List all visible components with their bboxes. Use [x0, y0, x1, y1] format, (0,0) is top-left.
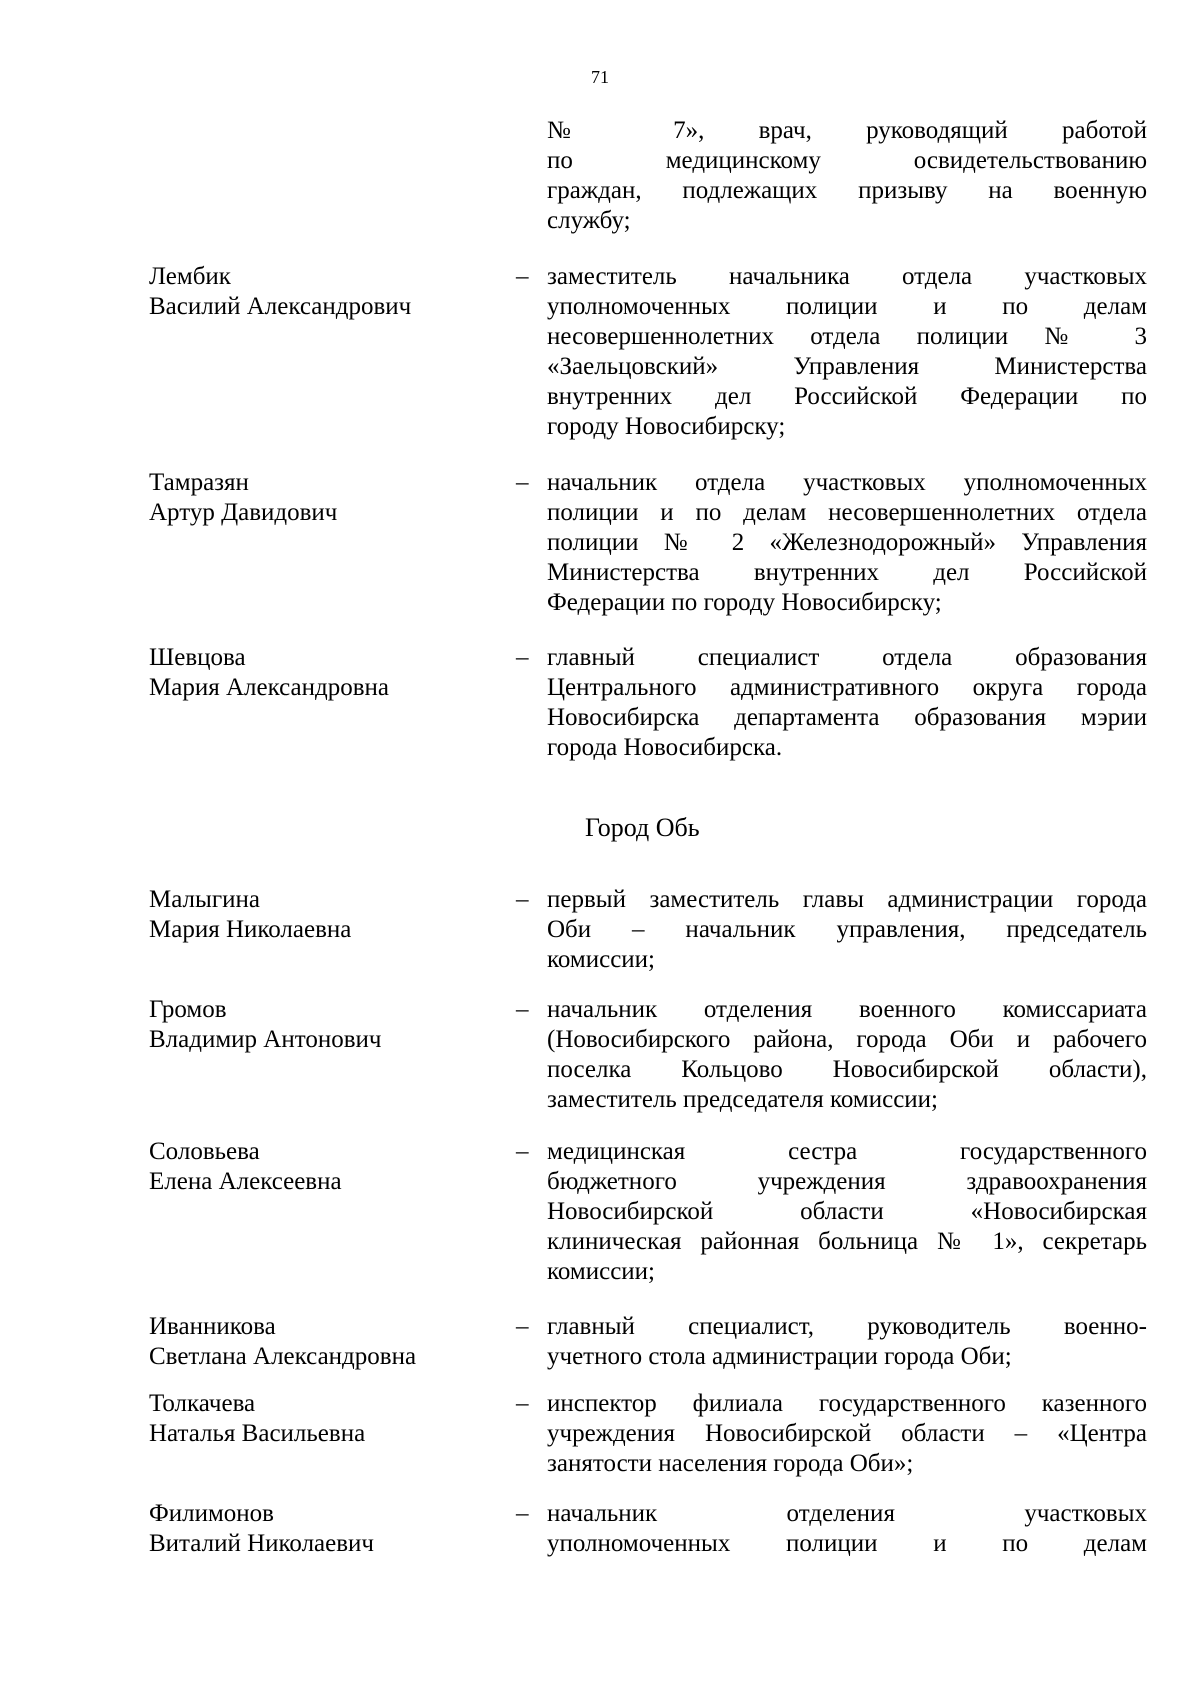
member-name — [149, 262, 489, 322]
member-name — [149, 1499, 489, 1559]
dash-separator: – — [516, 1313, 529, 1340]
desc-line: города Новосибирска. — [547, 734, 783, 761]
desc-line: учетного стола администрации города Оби; — [547, 1343, 1012, 1370]
member-given-names: Светлана Александровна — [149, 1343, 417, 1370]
member-surname: Тамразян — [149, 469, 249, 496]
dash-separator: – — [516, 1500, 529, 1527]
member-given-names: Виталий Николаевич — [149, 1530, 374, 1557]
section-heading: Город Обь — [585, 813, 700, 842]
desc-line: учреждения Новосибирской области – «Центра — [547, 1420, 1147, 1447]
page-number: 71 — [591, 67, 609, 87]
desc-line: инспектор филиала государственного казенного — [547, 1390, 1147, 1417]
desc-line: уполномоченных полиции и по делам — [547, 1530, 1147, 1557]
member-name — [149, 1312, 489, 1372]
desc-line: № 7», врач, руководящий работой — [547, 117, 1147, 144]
desc-line: заместитель начальника отдела участковых — [547, 263, 1147, 290]
desc-line: службу; — [547, 207, 631, 234]
member-position — [547, 1389, 1147, 1479]
member-position — [547, 1312, 1147, 1372]
member-surname: Соловьева — [149, 1138, 260, 1165]
member-given-names: Артур Давидович — [149, 499, 338, 526]
member-surname: Филимонов — [149, 1500, 274, 1527]
dash-separator: – — [516, 886, 529, 913]
member-name — [149, 885, 489, 945]
member-position — [547, 468, 1147, 618]
desc-line: по медицинскому освидетельствованию — [547, 147, 1147, 174]
member-position — [547, 995, 1147, 1115]
desc-line: первый заместитель главы администрации города — [547, 886, 1147, 913]
desc-line: граждан, подлежащих призыву на военную — [547, 177, 1147, 204]
desc-line: полиции № 2 «Железнодорожный» Управления — [547, 529, 1147, 556]
desc-line: медицинская сестра государственного — [547, 1138, 1147, 1165]
member-given-names: Наталья Васильевна — [149, 1420, 366, 1447]
member-position — [547, 1499, 1147, 1559]
member-surname: Шевцова — [149, 644, 246, 671]
desc-line: занятости населения города Оби»; — [547, 1450, 914, 1477]
continuation-description — [547, 116, 1147, 236]
member-surname: Громов — [149, 996, 227, 1023]
desc-line: главный специалист, руководитель военно- — [547, 1313, 1147, 1340]
member-name — [149, 1137, 489, 1197]
member-surname: Малыгина — [149, 886, 260, 913]
desc-line: Оби – начальник управления, председатель — [547, 916, 1147, 943]
desc-line: городу Новосибирску; — [547, 413, 786, 440]
desc-line: полиции и по делам несовершеннолетних отдела — [547, 499, 1147, 526]
desc-line: начальник отделения участковых — [547, 1500, 1147, 1527]
dash-separator: – — [516, 469, 529, 496]
member-position — [547, 885, 1147, 975]
desc-line: заместитель председателя комиссии; — [547, 1086, 939, 1113]
member-name — [149, 643, 489, 703]
desc-line: Новосибирска департамента образования мэрии — [547, 704, 1147, 731]
desc-line: уполномоченных полиции и по делам — [547, 293, 1147, 320]
member-position — [547, 262, 1147, 442]
desc-line: главный специалист отдела образования — [547, 644, 1147, 671]
member-position — [547, 643, 1147, 763]
member-given-names: Елена Алексеевна — [149, 1168, 342, 1195]
desc-line: несовершеннолетних отдела полиции № 3 — [547, 323, 1147, 350]
desc-line: Новосибирской области «Новосибирская — [547, 1198, 1147, 1225]
member-given-names: Василий Александрович — [149, 293, 412, 320]
dash-separator: – — [516, 263, 529, 290]
desc-line: комиссии; — [547, 946, 655, 973]
member-name — [149, 468, 489, 528]
desc-line: «Заельцовский» Управления Министерства — [547, 353, 1147, 380]
dash-separator: – — [516, 1390, 529, 1417]
desc-line: внутренних дел Российской Федерации по — [547, 383, 1147, 410]
member-surname: Толкачева — [149, 1390, 256, 1417]
member-surname: Иванникова — [149, 1313, 276, 1340]
member-position — [547, 1137, 1147, 1287]
member-given-names: Мария Николаевна — [149, 916, 352, 943]
member-name — [149, 995, 489, 1055]
desc-line: Федерации по городу Новосибирску; — [547, 589, 942, 616]
desc-line: бюджетного учреждения здравоохранения — [547, 1168, 1147, 1195]
member-given-names: Владимир Антонович — [149, 1026, 382, 1053]
dash-separator: – — [516, 644, 529, 671]
desc-line: комиссии; — [547, 1258, 655, 1285]
desc-line: Министерства внутренних дел Российской — [547, 559, 1147, 586]
desc-line: начальник отделения военного комиссариата — [547, 996, 1147, 1023]
member-given-names: Мария Александровна — [149, 674, 389, 701]
desc-line: начальник отдела участковых уполномоченных — [547, 469, 1147, 496]
member-name — [149, 1389, 489, 1449]
desc-line: поселка Кольцово Новосибирской области), — [547, 1056, 1147, 1083]
member-surname: Лембик — [149, 263, 231, 290]
dash-separator: – — [516, 996, 529, 1023]
desc-line: (Новосибирского района, города Оби и рабочего — [547, 1026, 1147, 1053]
dash-separator: – — [516, 1138, 529, 1165]
desc-line: Центрального административного округа города — [547, 674, 1147, 701]
desc-line: клиническая районная больница № 1», секретарь — [547, 1228, 1147, 1255]
